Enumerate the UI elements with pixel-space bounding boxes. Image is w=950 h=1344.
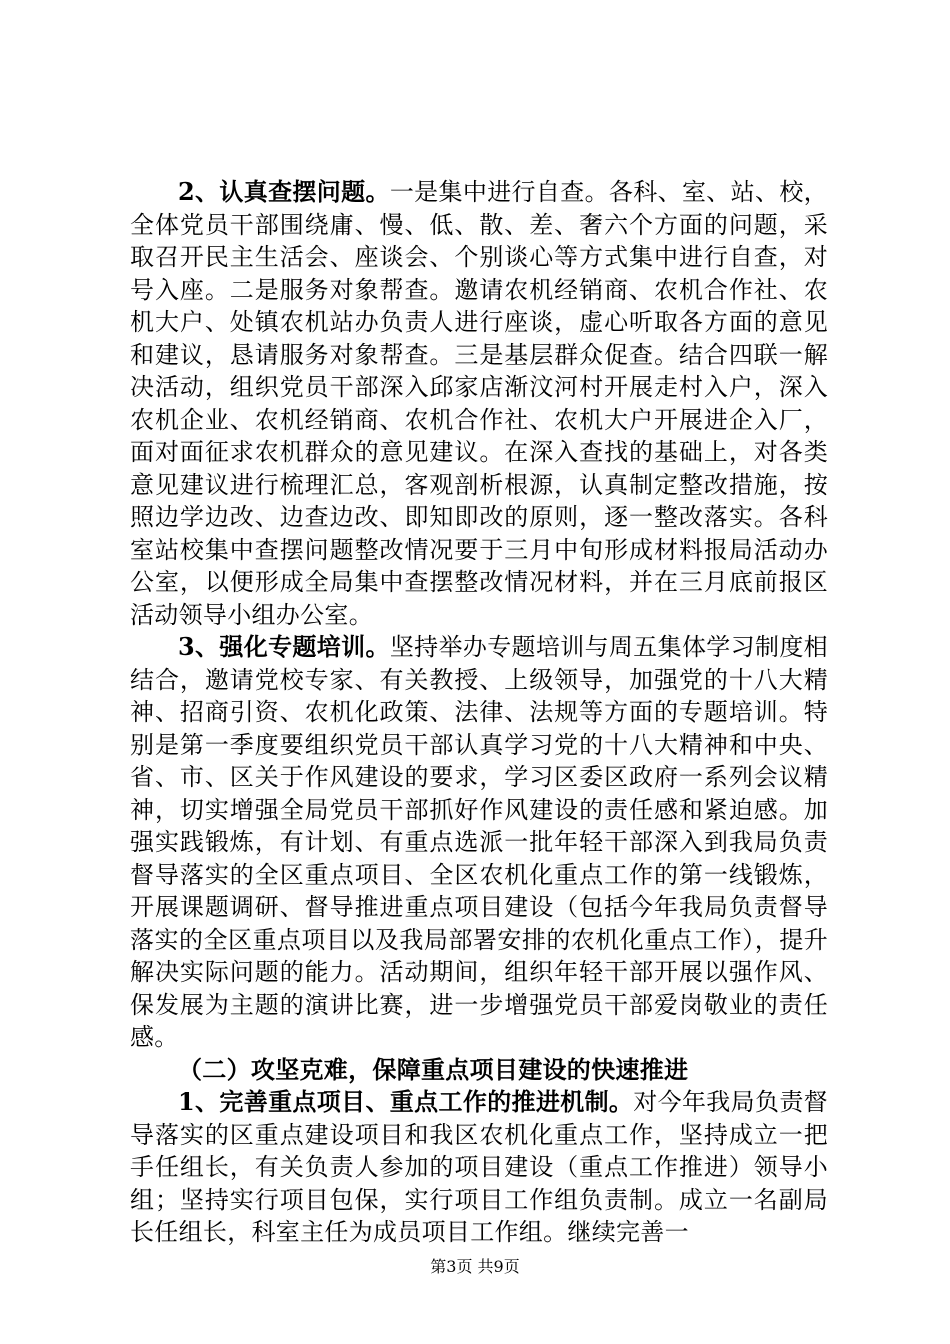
document-body	[130, 176, 828, 1249]
paragraph-mechanism	[130, 1086, 828, 1249]
paragraph-text: 一是集中进行自查。各科、室、站、校，全体党员干部围绕庸、慢、低、散、差、奢六个方面的问题，采取召开民主生活会、座谈会、个别谈心等方式集中进行自查，对号入座。二是服务对象帮查。邀请农机经销商、农机合作社、农机大户、处镇农机站办负责人进行座谈，虚心听取各方面的意见和建议，恳请服务对象帮查。三是基层群众促查。结合四联一解决活动，组织党员干部深入邱家店渐汶河村开展走村入户，深入农机企业、农机经销商、农机合作社、农机大户开展进企入厂，面对面征求农机群众的意见建议。在深入查找的基础上，对各类意见建议进行梳理汇总，客观剖析根源，认真制定整改措施，按照边学边改、边查边改、即知即改的原则，逐一整改落实。各科室站校集中查摆问题整改情况要于三月中旬形成材料报局活动办公室，以便形成全局集中查摆整改情况材料，并在三月底前报区活动领导小组办公室。	[130, 178, 828, 629]
paragraph-text: 对今年我局负责督导落实的区重点建设项目和我区农机化重点工作，坚持成立一把手任组长，有关负责人参加的项目建设（重点工作推进）领导小组；坚持实行项目包保，实行项目工作组负责制。成立一名副局长任组长，科室主任为成员项目工作组。继续完善一	[130, 1088, 828, 1246]
section-heading: （二）攻坚克难，保障重点项目建设的快速推进	[178, 1054, 689, 1084]
paragraph-text: 坚持举办专题培训与周五集体学习制度相结合，邀请党校专家、有关教授、上级领导，加强党的十八大精神、招商引资、农机化政策、法律、法规等方面的专题培训。特别是第一季度要组织党员干部认真学习党的十八大精神和中央、省、市、区关于作风建设的要求，学习区委区政府一系列会议精神，切实增强全局党员干部抓好作风建设的责任感和紧迫感。加强实践锻炼，有计划、有重点选派一批年轻干部深入到我局负责督导落实的全区重点项目、全区农机化重点工作的第一线锻炼，开展课题调研、督导推进重点项目建设（包括今年我局负责督导落实的全区重点项目以及我局部署安排的农机化重点工作），提升解决实际问题的能力。活动期间，组织年轻干部开展以强作风、保发展为主题的演讲比赛，进一步增强党员干部爱岗敬业的责任感。	[130, 633, 828, 1051]
page-number-footer: 第3页 共9页	[430, 1257, 520, 1276]
paragraph-training	[130, 631, 828, 1054]
paragraph-lead: 3、强化专题培训。	[178, 632, 390, 661]
paragraph-self-check	[130, 176, 828, 631]
paragraph-lead: 1、完善重点项目、重点工作的推进机制。	[178, 1087, 634, 1116]
paragraph-lead: 2、认真查摆问题。	[178, 177, 390, 206]
